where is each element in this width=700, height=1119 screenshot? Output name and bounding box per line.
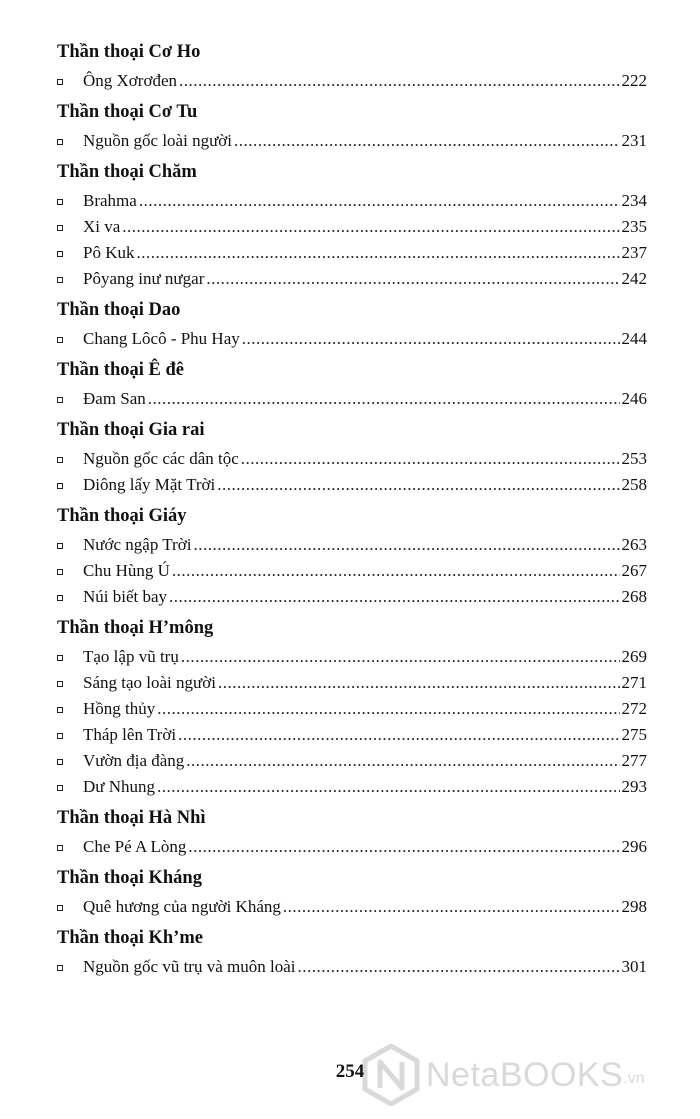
square-bullet-icon xyxy=(57,834,83,860)
section-heading: Thần thoại Chăm xyxy=(57,162,197,182)
toc-entry[interactable] xyxy=(57,954,647,980)
dot-leader xyxy=(297,954,619,980)
entry-page-number: 269 xyxy=(621,647,647,666)
toc-section xyxy=(57,616,647,806)
entry-page-number: 272 xyxy=(621,699,647,718)
section-heading: Thần thoại H’mông xyxy=(57,618,214,638)
section-heading: Thần thoại Ê đê xyxy=(57,360,184,380)
dot-leader xyxy=(157,774,619,800)
entry-title: Hồng thủy xyxy=(83,699,156,718)
toc-section xyxy=(57,160,647,298)
entry-page-number: 277 xyxy=(621,751,647,770)
square-bullet-icon xyxy=(57,266,83,292)
entry-page-number: 298 xyxy=(621,897,647,916)
entry-page-number: 268 xyxy=(621,587,647,606)
toc-section xyxy=(57,418,647,504)
page-number: 254 xyxy=(335,1061,365,1082)
toc-section xyxy=(57,504,647,616)
square-bullet-icon xyxy=(57,644,83,670)
dot-leader xyxy=(179,68,620,94)
entry-title: Núi biết bay xyxy=(83,587,168,606)
entry-page-number: 222 xyxy=(621,71,647,90)
dot-leader xyxy=(188,834,619,860)
entry-page-number: 244 xyxy=(621,329,647,348)
dot-leader xyxy=(172,558,620,584)
toc-entry[interactable] xyxy=(57,584,647,610)
square-bullet-icon xyxy=(57,68,83,94)
square-bullet-icon xyxy=(57,446,83,472)
entry-title: Pô Kuk xyxy=(83,243,135,262)
entry-page-number: 293 xyxy=(621,777,647,796)
toc-entry[interactable] xyxy=(57,188,647,214)
square-bullet-icon xyxy=(57,696,83,722)
entry-page-number: 271 xyxy=(621,673,647,692)
dot-leader xyxy=(169,584,619,610)
section-heading: Thần thoại Kh’me xyxy=(57,928,203,948)
toc-entry[interactable] xyxy=(57,386,647,412)
toc-section xyxy=(57,806,647,866)
entry-page-number: 242 xyxy=(621,269,647,288)
toc-section xyxy=(57,298,647,358)
entry-page-number: 253 xyxy=(621,449,647,468)
dot-leader xyxy=(148,386,620,412)
square-bullet-icon xyxy=(57,214,83,240)
dot-leader xyxy=(217,472,619,498)
toc-entry[interactable] xyxy=(57,326,647,352)
entry-title: Nguồn gốc vũ trụ và muôn loài xyxy=(83,957,296,976)
entry-page-number: 296 xyxy=(621,837,647,856)
square-bullet-icon xyxy=(57,670,83,696)
dot-leader xyxy=(181,644,620,670)
toc-entry[interactable] xyxy=(57,644,647,670)
section-heading: Thần thoại Dao xyxy=(57,300,181,320)
toc-entry[interactable] xyxy=(57,532,647,558)
toc-entry[interactable] xyxy=(57,722,647,748)
dot-leader xyxy=(218,670,620,696)
toc-section xyxy=(57,866,647,926)
entry-title: Tháp lên Trời xyxy=(83,725,177,744)
dot-leader xyxy=(283,894,620,920)
entry-page-number: 234 xyxy=(621,191,647,210)
toc-entry[interactable] xyxy=(57,128,647,154)
dot-leader xyxy=(241,446,620,472)
entry-title: Pôyang inư nưgar xyxy=(83,269,205,288)
dot-leader xyxy=(242,326,620,352)
entry-page-number: 258 xyxy=(621,475,647,494)
entry-page-number: 231 xyxy=(621,131,647,150)
dot-leader xyxy=(178,722,619,748)
square-bullet-icon xyxy=(57,722,83,748)
square-bullet-icon xyxy=(57,472,83,498)
toc-entry[interactable] xyxy=(57,558,647,584)
dot-leader xyxy=(136,240,619,266)
dot-leader xyxy=(193,532,619,558)
entry-page-number: 275 xyxy=(621,725,647,744)
toc-entry[interactable] xyxy=(57,696,647,722)
toc-entry[interactable] xyxy=(57,266,647,292)
toc-entry[interactable] xyxy=(57,670,647,696)
entry-title: Đam San xyxy=(83,389,146,408)
entry-page-number: 267 xyxy=(621,561,647,580)
square-bullet-icon xyxy=(57,240,83,266)
entry-title: Sáng tạo loài người xyxy=(83,673,216,692)
square-bullet-icon xyxy=(57,954,83,980)
netabooks-logo-icon xyxy=(362,1044,420,1106)
toc-entry[interactable] xyxy=(57,214,647,240)
toc-entry[interactable] xyxy=(57,748,647,774)
dot-leader xyxy=(186,748,619,774)
entry-page-number: 263 xyxy=(621,535,647,554)
section-heading: Thần thoại Cơ Tu xyxy=(57,102,198,122)
square-bullet-icon xyxy=(57,774,83,800)
square-bullet-icon xyxy=(57,532,83,558)
entry-page-number: 237 xyxy=(621,243,647,262)
section-heading: Thần thoại Gia rai xyxy=(57,420,205,440)
section-heading: Thần thoại Giáy xyxy=(57,506,187,526)
dot-leader xyxy=(122,214,619,240)
entry-title: Xi va xyxy=(83,217,121,236)
toc-entry[interactable] xyxy=(57,240,647,266)
entry-title: Tạo lập vũ trụ xyxy=(83,647,179,666)
dot-leader xyxy=(234,128,620,154)
watermark-suffix: .vn xyxy=(623,1070,645,1087)
entry-title: Nguồn gốc loài người xyxy=(83,131,232,150)
section-heading: Thần thoại Hà Nhì xyxy=(57,808,206,828)
toc-entry[interactable] xyxy=(57,774,647,800)
toc-section xyxy=(57,926,647,986)
square-bullet-icon xyxy=(57,894,83,920)
square-bullet-icon xyxy=(57,584,83,610)
square-bullet-icon xyxy=(57,326,83,352)
watermark-brand: NetaBOOKS xyxy=(426,1055,624,1094)
square-bullet-icon xyxy=(57,748,83,774)
toc-section xyxy=(57,358,647,418)
entry-title: Nước ngập Trời xyxy=(83,535,192,554)
toc-entry[interactable] xyxy=(57,834,647,860)
square-bullet-icon xyxy=(57,128,83,154)
toc-entry[interactable] xyxy=(57,68,647,94)
entry-page-number: 301 xyxy=(621,957,647,976)
entry-title: Nguồn gốc các dân tộc xyxy=(83,449,239,468)
toc-entry[interactable] xyxy=(57,472,647,498)
entry-page-number: 246 xyxy=(621,389,647,408)
table-of-contents xyxy=(57,40,647,986)
square-bullet-icon xyxy=(57,188,83,214)
dot-leader xyxy=(139,188,620,214)
dot-leader xyxy=(157,696,619,722)
entry-title: Dư Nhung xyxy=(83,777,156,796)
section-heading: Thần thoại Kháng xyxy=(57,868,202,888)
toc-section xyxy=(57,100,647,160)
section-heading: Thần thoại Cơ Ho xyxy=(57,42,201,62)
toc-entry[interactable] xyxy=(57,446,647,472)
entry-title: Chang Lôcô - Phu Hay xyxy=(83,329,240,348)
dot-leader xyxy=(206,266,619,292)
entry-title: Diông lấy Mặt Trời xyxy=(83,475,216,494)
entry-title: Ông Xơrơđen xyxy=(83,71,177,90)
entry-page-number: 235 xyxy=(621,217,647,236)
watermark xyxy=(362,1040,692,1110)
entry-title: Quê hương của người Kháng xyxy=(83,897,281,916)
toc-entry[interactable] xyxy=(57,894,647,920)
toc-section xyxy=(57,40,647,100)
entry-title: Vườn địa đàng xyxy=(83,751,185,770)
section-spacer xyxy=(57,980,647,986)
entry-title: Brahma xyxy=(83,191,137,210)
square-bullet-icon xyxy=(57,558,83,584)
square-bullet-icon xyxy=(57,386,83,412)
entry-title: Che Pé A Lòng xyxy=(83,837,187,856)
entry-title: Chu Hùng Ú xyxy=(83,561,170,580)
